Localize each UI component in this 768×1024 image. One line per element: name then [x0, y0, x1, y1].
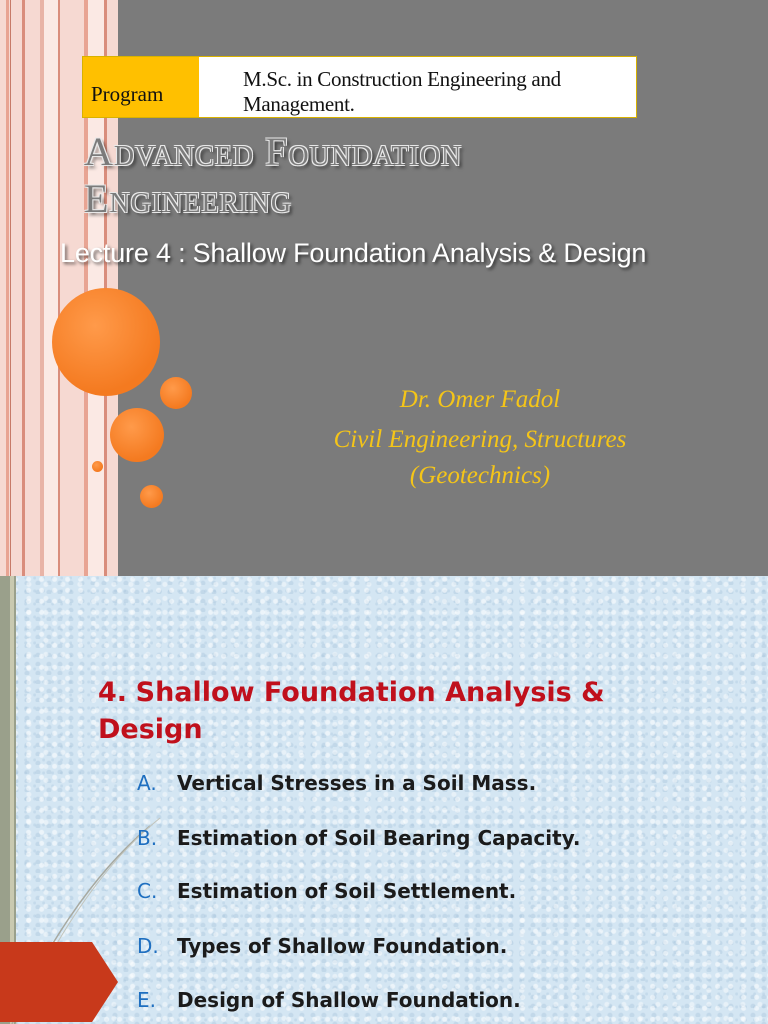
section-number: 4.	[98, 677, 128, 708]
list-item-letter: E.	[137, 988, 156, 1012]
list-item-text: Types of Shallow Foundation.	[177, 934, 508, 958]
list-item-letter: B.	[137, 826, 158, 850]
decorative-stripe-line	[10, 0, 11, 576]
program-label: Program	[83, 57, 199, 117]
list-item	[137, 934, 507, 958]
section-title: Shallow Foundation Analysis & Design	[98, 677, 605, 745]
decorative-circle-medium	[110, 408, 164, 462]
decorative-circle-small	[160, 377, 192, 409]
list-item-text: Estimation of Soil Bearing Capacity.	[177, 826, 581, 850]
author-department: Civil Engineering, Structures	[333, 426, 627, 453]
program-box	[82, 56, 637, 118]
list-item-text: Design of Shallow Foundation.	[177, 988, 521, 1012]
list-item-letter: C.	[137, 879, 158, 903]
decorative-circle-tiny	[92, 461, 103, 472]
list-item	[137, 988, 521, 1012]
list-item-letter: A.	[137, 771, 157, 795]
program-value: M.Sc. in Construction Engineering and Management.	[199, 57, 636, 117]
list-item	[137, 879, 516, 903]
course-title-line1: Advanced Foundation	[84, 129, 463, 174]
list-item-letter: D.	[137, 934, 159, 958]
author-name: Dr. Omer Fadol	[399, 386, 561, 413]
outline-slide	[0, 576, 768, 1024]
list-item-text: Estimation of Soil Settlement.	[177, 879, 517, 903]
section-heading	[98, 674, 678, 748]
course-title-line2: Engineering	[84, 176, 293, 221]
list-item	[137, 771, 536, 795]
decorative-circle-small	[140, 485, 163, 508]
list-item-text: Vertical Stresses in a Soil Mass.	[177, 771, 537, 795]
author-specialty: (Geotechnics)	[409, 462, 551, 489]
decorative-circle-large	[52, 288, 160, 396]
list-item	[137, 826, 581, 850]
lecture-title: Lecture 4 : Shallow Foundation Analysis & Design	[60, 238, 647, 268]
